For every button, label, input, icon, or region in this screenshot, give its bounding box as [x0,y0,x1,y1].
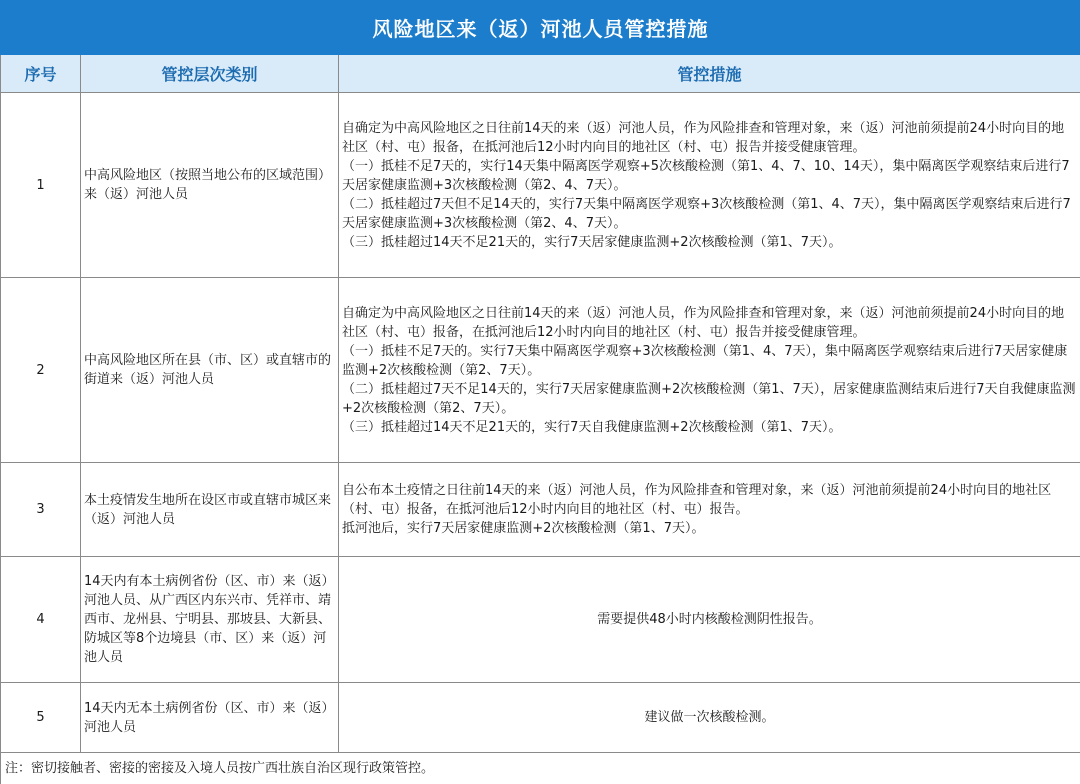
table-row [1,463,1080,557]
row-index: 5 [1,683,81,753]
row-category: 中高风险地区（按照当地公布的区域范围）来（返）河池人员 [81,93,339,278]
table-row [1,557,1080,683]
row-category: 本土疫情发生地所在设区市或直辖市城区来（返）河池人员 [81,463,339,557]
table-title: 风险地区来（返）河池人员管控措施 [1,1,1080,55]
table-row [1,278,1080,463]
row-measures [339,93,1080,278]
row-index: 2 [1,278,81,463]
measure-line: 自确定为中高风险地区之日往前14天的来（返）河池人员，作为风险排查和管理对象，来（返）河池前须提前24小时向目的地社区（村、屯）报备，在抵河池后12小时内向目的地社区（村、屯）报告并接受健康管理。 [342,305,1065,340]
measure-line: （一）抵桂不足7天的，实行14天集中隔离医学观察+5次核酸检测（第1、4、7、10、14天），集中隔离医学观察结束后进行7天居家健康监测+3次核酸检测（第2、4、7天）。 [342,158,1070,193]
table-note: 注：密切接触者、密接的密接及入境人员按广西壮族自治区现行政策管控。 [1,753,1080,784]
row-category: 14天内有本土病例省份（区、市）来（返）河池人员、从广西区内东兴市、凭祥市、靖西市、龙州县、宁明县、那坡县、大新县、防城区等8个边境县（市、区）来（返）河池人员 [81,557,339,683]
measure-line: 自公布本土疫情之日往前14天的来（返）河池人员，作为风险排查和管理对象，来（返）河池前须提前24小时向目的地社区（村、屯）报备，在抵河池后12小时内向目的地社区（村、屯）报告。 [342,483,1052,517]
header-row [1,55,1080,93]
row-category: 中高风险地区所在县（市、区）或直辖市的街道来（返）河池人员 [81,278,339,463]
header-index: 序号 [1,55,81,93]
measure-line: （三）抵桂超过14天不足21天的，实行7天居家健康监测+2次核酸检测（第1、7天）。 [342,234,842,250]
row-category: 14天内无本土病例省份（区、市）来（返）河池人员 [81,683,339,753]
row-measures [339,278,1080,463]
row-measures [339,463,1080,557]
note-row [1,753,1080,784]
measure-line: （二）抵桂超过7天不足14天的，实行7天居家健康监测+2次核酸检测（第1、7天），居家健康监测结束后进行7天自我健康监测+2次核酸检测（第2、7天）。 [342,381,1076,416]
row-index: 3 [1,463,81,557]
measure-line: 抵河池后，实行7天居家健康监测+2次核酸检测（第1、7天）。 [342,521,705,536]
header-category: 管控层次类别 [81,55,339,93]
measure-line: （一）抵桂不足7天的。实行7天集中隔离医学观察+3次核酸检测（第1、4、7天），集中隔离医学观察结束后进行7天居家健康监测+2次核酸检测（第2、7天）。 [342,343,1068,378]
measure-line: 需要提供48小时内核酸检测阴性报告。 [597,612,822,627]
title-row [1,1,1080,55]
row-measures [339,557,1080,683]
table-row [1,683,1080,753]
measure-line: （三）抵桂超过14天不足21天的，实行7天自我健康监测+2次核酸检测（第1、7天）。 [342,419,842,435]
measure-line: 建议做一次核酸检测。 [644,710,775,725]
row-measures [339,683,1080,753]
measure-line: （二）抵桂超过7天但不足14天的，实行7天集中隔离医学观察+3次核酸检测（第1、4、7天），集中隔离医学观察结束后进行7天居家健康监测+3次核酸检测（第2、4、7天）。 [342,196,1071,231]
row-index: 4 [1,557,81,683]
row-index: 1 [1,93,81,278]
measure-line: 自确定为中高风险地区之日往前14天的来（返）河池人员，作为风险排查和管理对象，来（返）河池前须提前24小时向目的地社区（村、屯）报备，在抵河池后12小时内向目的地社区（村、屯）报告并接受健康管理。 [342,120,1065,155]
header-measures: 管控措施 [339,55,1080,93]
table-row [1,93,1080,278]
